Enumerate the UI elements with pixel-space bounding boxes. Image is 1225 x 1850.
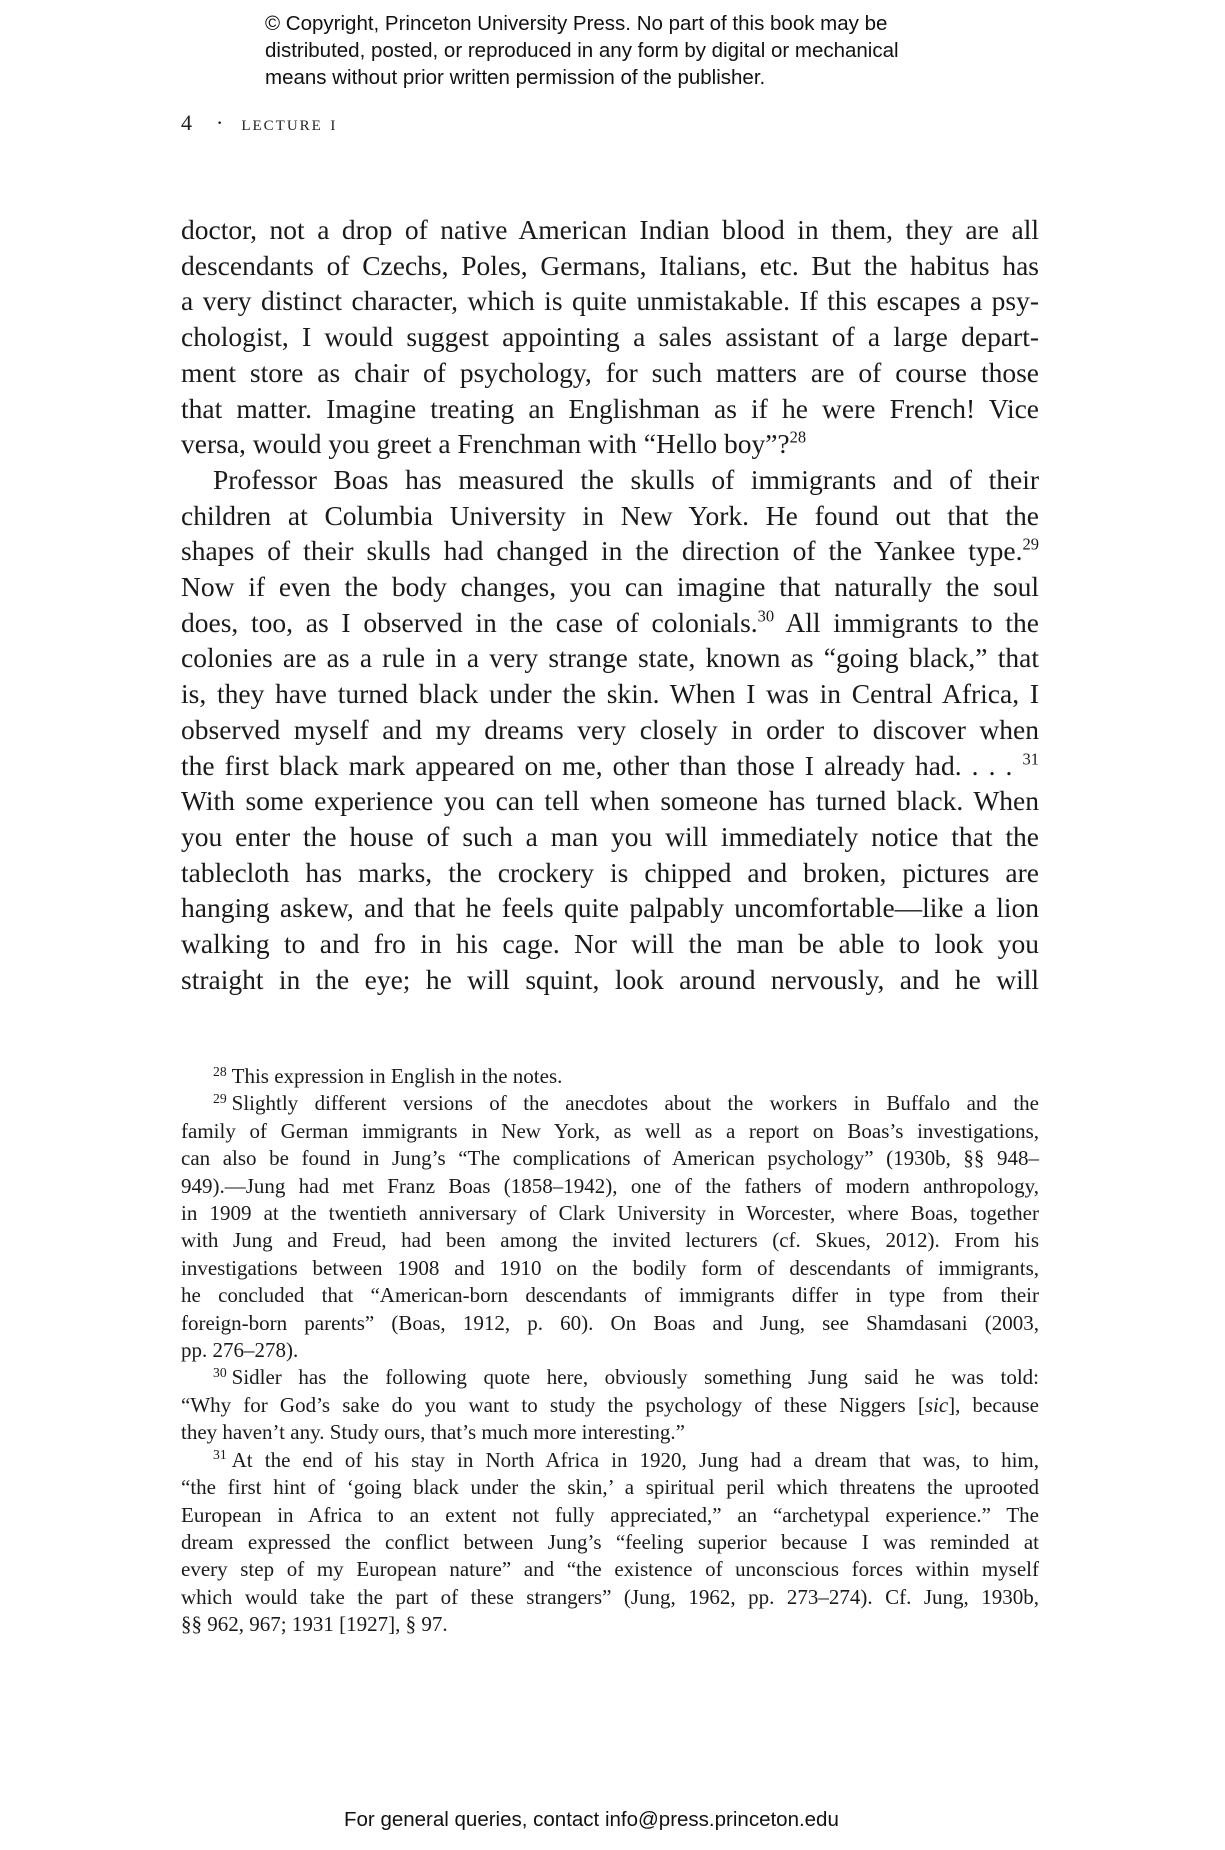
- footnote-ref-30[interactable]: 30: [757, 606, 775, 626]
- text-run: Slightly different versions of the anecdotes about the workers in Buffalo and the: [231, 1091, 1039, 1116]
- footnote-28: [181, 1063, 1039, 1090]
- text-line: you enter the house of such a man you will immediately notice that the: [181, 820, 1039, 852]
- footnote-line: [181, 1090, 1039, 1117]
- footnote-line: 949).—Jung had met Franz Boas (1858–1942), one of the fathers of modern anthropology,: [181, 1173, 1039, 1198]
- footnote-ref-29[interactable]: 29: [1022, 534, 1039, 554]
- text-line: [181, 426, 1039, 462]
- paragraph-1: [181, 212, 1039, 462]
- footer-contact: For general queries, contact info@press.princeton.edu: [344, 1808, 839, 1831]
- text-line: observed myself and my dreams very closely in order to discover when: [181, 713, 1039, 745]
- text-line: Now if even the body changes, you can imagine that naturally the soul: [181, 571, 1039, 603]
- paragraph-2: [181, 462, 1039, 998]
- text-line: With some experience you can tell when someone has turned black. When: [181, 785, 1039, 817]
- text-line: doctor, not a drop of native American Indian blood in them, they are all: [181, 214, 1039, 245]
- text-run: shapes of their skulls had changed in the direction of the Yankee type.: [181, 535, 1023, 567]
- running-head-separator: ·: [216, 110, 224, 135]
- footnote-line: with Jung and Freud, had been among the invited lecturers (cf. Skues, 2012). From his: [181, 1228, 1039, 1253]
- footnote-line: “the first hint of ‘going black under the skin,’ a spiritual peril which threatens the uprooted: [181, 1475, 1039, 1500]
- text-line: [181, 605, 1039, 641]
- text-line: tablecloth has marks, the crockery is chipped and broken, pictures are: [181, 856, 1039, 888]
- text-line: Professor Boas has measured the skulls of immigrants and of their: [213, 463, 1039, 495]
- text-run: At the end of his stay in North Africa in 1920, Jung had a dream that was, to him,: [231, 1447, 1039, 1472]
- section-title: lecture i: [241, 110, 338, 135]
- text-line: ment store as chair of psychology, for such matters are of course those: [181, 356, 1039, 388]
- text-line: a very distinct character, which is quite unmistakable. If this escapes a psy-: [181, 285, 1039, 317]
- text-run: Sidler has the following quote here, obviously something Jung said he was told:: [231, 1365, 1039, 1390]
- text-line: is, they have turned black under the skin. When I was in Central Africa, I: [181, 678, 1039, 710]
- footnote-30: [181, 1364, 1039, 1446]
- text-line: descendants of Czechs, Poles, Germans, Italians, etc. But the habitus has: [181, 249, 1039, 281]
- footnote-line: family of German immigrants in New York, as well as a report on Boas’s investigations,: [181, 1118, 1039, 1143]
- footnote-line: pp. 276–278).: [181, 1338, 299, 1363]
- text-run: does, too, as I observed in the case of colonials.: [181, 606, 758, 638]
- footnote-ref-31[interactable]: 31: [1022, 748, 1039, 768]
- footnote-line: they haven’t any. Study ours, that’s much more interesting.”: [181, 1420, 685, 1445]
- footnote-line: in 1909 at the twentieth anniversary of Clark University in Worcester, where Boas, together: [181, 1201, 1039, 1226]
- footnote-31: [181, 1447, 1039, 1639]
- text-line: [181, 533, 1039, 569]
- footnote-line: can also be found in Jung’s “The complications of American psychology” (1930b, §§ 948–: [181, 1146, 1039, 1171]
- footnote-line: §§ 962, 967; 1931 [1927], § 97.: [181, 1612, 448, 1637]
- footnote-line: investigations between 1908 and 1910 on the bodily form of descendants of immigrants,: [181, 1255, 1039, 1280]
- main-text: [181, 212, 1039, 997]
- text-run: All immigrants to the: [774, 606, 1039, 638]
- footnote-line: he concluded that “American-born descendants of immigrants differ in type from their: [181, 1283, 1039, 1308]
- copyright-line: distributed, posted, or reproduced in any form by digital or mechanical: [265, 39, 899, 62]
- footnote-line: which would take the part of these strangers” (Jung, 1962, pp. 273–274). Cf. Jung, 1930b,: [181, 1584, 1039, 1609]
- footnote-line: every step of my European nature” and “the existence of unconscious forces within myself: [181, 1557, 1039, 1582]
- copyright-line: © Copyright, Princeton University Press. No part of this book may be: [265, 12, 888, 35]
- text-line: children at Columbia University in New York. He found out that the: [181, 499, 1039, 531]
- footnote-ref-28[interactable]: 28: [789, 427, 807, 447]
- text-line: that matter. Imagine treating an Englishman as if he were French! Vice: [181, 392, 1039, 424]
- text-line: [181, 748, 1039, 784]
- footnote-number: 28: [213, 1063, 227, 1079]
- footnote-line: dream expressed the conflict between Jung’s “feeling superior because I was reminded at: [181, 1529, 1039, 1554]
- text-line: colonies are as a rule in a very strange state, known as “going black,” that: [181, 642, 1039, 674]
- text-run: the first black mark appeared on me, other than those I already had. . . .: [181, 749, 1023, 781]
- footnote-line: [181, 1447, 1039, 1474]
- text-run: “Why for God’s sake do you want to study the psychology of these Niggers [: [181, 1392, 925, 1417]
- text-run: This expression in English in the notes.: [231, 1064, 563, 1088]
- footnote-number: 30: [213, 1364, 227, 1380]
- text-line: chologist, I would suggest appointing a sales assistant of a large depart-: [181, 321, 1039, 353]
- footnote-line: [181, 1364, 1039, 1391]
- footnote-number: 29: [213, 1090, 227, 1106]
- text-line: hanging askew, and that he feels quite palpably uncomfortable—like a lion: [181, 892, 1039, 924]
- footnote-line: [181, 1063, 1039, 1090]
- footnote-line: European in Africa to an extent not fully appreciated,” an “archetypal experience.” The: [181, 1502, 1039, 1527]
- footnote-line: foreign-born parents” (Boas, 1912, p. 60). On Boas and Jung, see Shamdasani (2003,: [181, 1310, 1039, 1335]
- footnote-number: 31: [213, 1447, 227, 1463]
- copyright-notice: [265, 10, 1025, 91]
- text-run: versa, would you greet a Frenchman with “Hello boy”?: [181, 428, 790, 460]
- footnote-29: [181, 1090, 1039, 1364]
- text-run: ], because: [948, 1392, 1039, 1417]
- running-head: [181, 110, 337, 136]
- footnote-line: [181, 1392, 1039, 1419]
- italic-text: sic: [924, 1392, 949, 1417]
- page-number: 4: [181, 110, 192, 135]
- text-line: walking to and fro in his cage. Nor will the man be able to look you: [181, 928, 1039, 960]
- text-line: straight in the eye; he will squint, look around nervously, and he will: [181, 963, 1039, 995]
- footnotes: [181, 1063, 1039, 1639]
- copyright-line: means without prior written permission of the publisher.: [265, 66, 766, 89]
